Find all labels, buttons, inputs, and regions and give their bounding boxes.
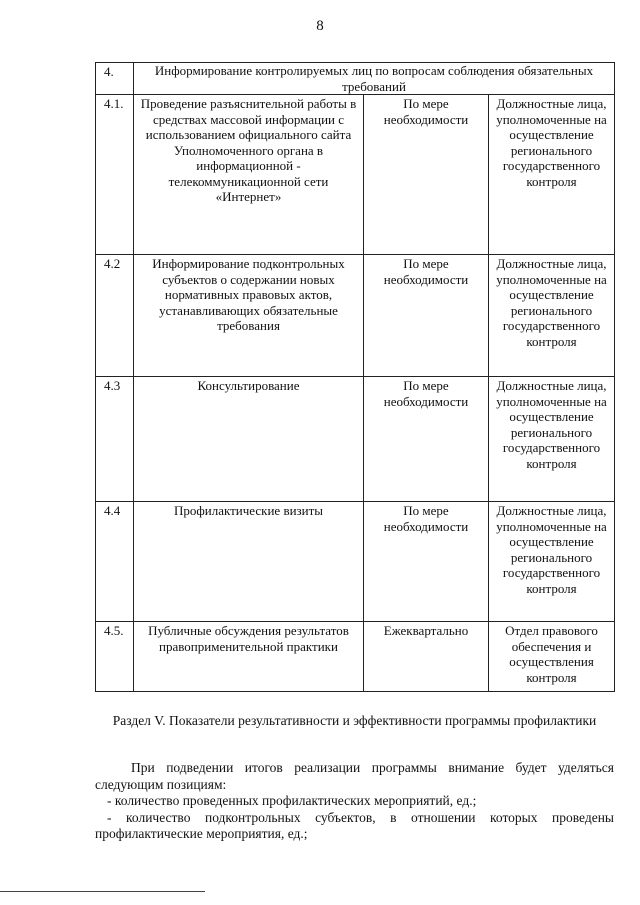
row-responsible: Должностные лица, уполномоченные на осуществление регионального государственного контроля: [489, 377, 615, 502]
row-activity: Проведение разъяснительной работы в средствах массовой информации с использованием официального сайта Уполномоченного органа в информационной - телекоммуникационной сети «Интернет»: [134, 95, 364, 255]
row-responsible: Должностные лица, уполномоченные на осуществление регионального государственного контроля: [489, 502, 615, 622]
row-activity: Профилактические визиты: [134, 502, 364, 622]
table-row: [96, 255, 615, 377]
table-row: [96, 502, 615, 622]
row-activity: Консультирование: [134, 377, 364, 502]
footnote-divider: [0, 891, 205, 892]
row-responsible: Отдел правового обеспечения и осуществления контроля: [489, 622, 615, 692]
row-activity: Информирование подконтрольных субъектов о содержании новых нормативных правовых актов, устанавливающих обязательные требования: [134, 255, 364, 377]
indicator-item: - количество подконтрольных субъектов, в отношении которых проведены профилактические мероприятия, ед.;: [95, 809, 614, 841]
table-row: [96, 622, 615, 692]
table-section-row: [96, 63, 615, 95]
row-timing: Ежеквартально: [364, 622, 489, 692]
page-number: 8: [316, 18, 324, 34]
row-number: 4.1.: [96, 95, 134, 255]
row-responsible: Должностные лица, уполномоченные на осуществление регионального государственного контроля: [489, 255, 615, 377]
row-responsible: Должностные лица, уполномоченные на осуществление регионального государственного контроля: [489, 95, 615, 255]
intro-paragraph: При подведении итогов реализации программы внимание будет уделяться следующим позициям:: [95, 760, 614, 792]
prevention-measures-table: [95, 62, 615, 692]
row-timing: По мере необходимости: [364, 95, 489, 255]
row-number: 4.2: [96, 255, 134, 377]
section-number: 4.: [96, 63, 134, 95]
indicator-item: - количество проведенных профилактических мероприятий, ед.;: [107, 793, 477, 808]
row-timing: По мере необходимости: [364, 377, 489, 502]
row-timing: По мере необходимости: [364, 255, 489, 377]
section-heading: Раздел V. Показатели результативности и эффективности программы профилактики: [112, 713, 597, 728]
section-title: Информирование контролируемых лиц по вопросам соблюдения обязательных требований: [134, 63, 615, 95]
row-timing: По мере необходимости: [364, 502, 489, 622]
table-row: [96, 377, 615, 502]
row-number: 4.3: [96, 377, 134, 502]
table-row: [96, 95, 615, 255]
body-text: [95, 760, 614, 843]
row-number: 4.5.: [96, 622, 134, 692]
row-number: 4.4: [96, 502, 134, 622]
row-activity: Публичные обсуждения результатов правоприменительной практики: [134, 622, 364, 692]
